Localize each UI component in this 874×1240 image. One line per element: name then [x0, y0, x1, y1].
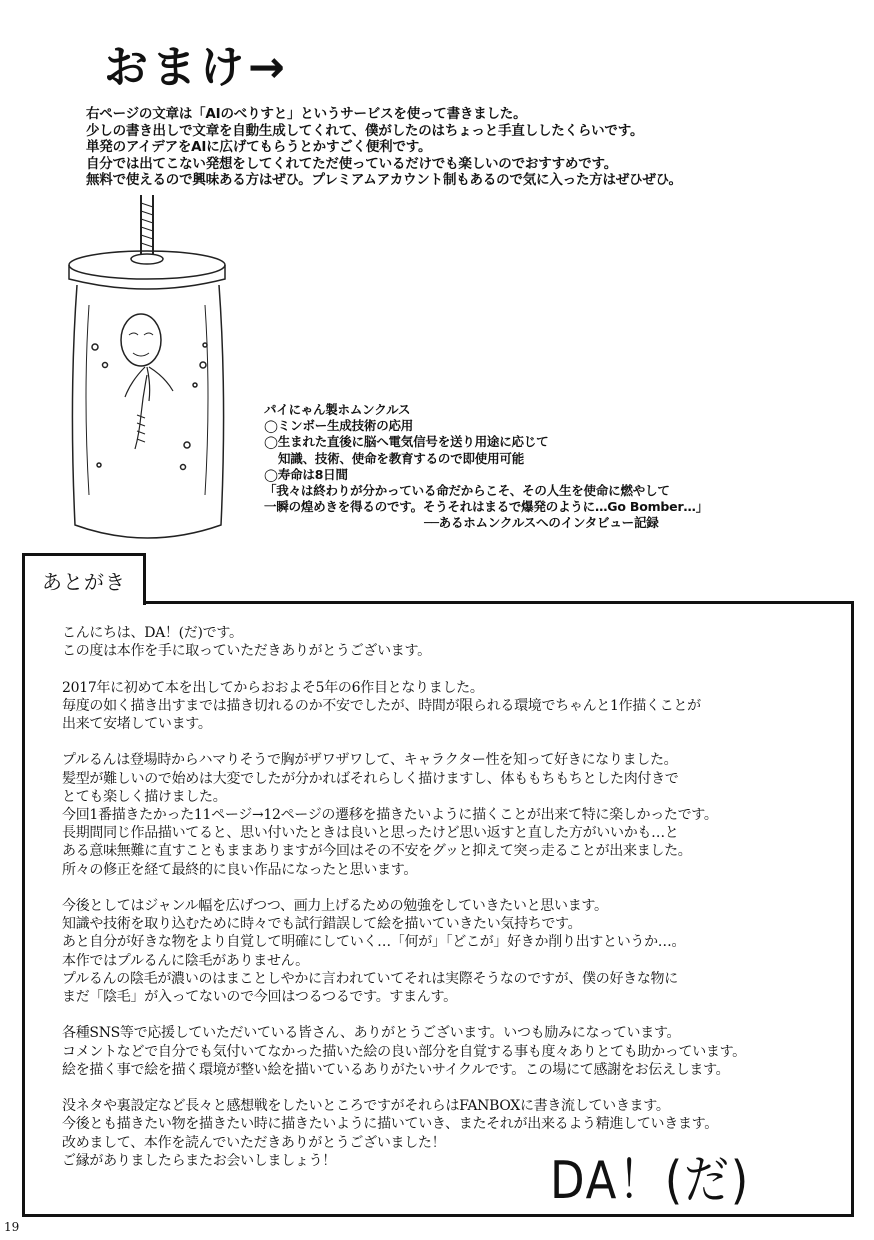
afterword-line: 出来て安堵しています。: [62, 716, 212, 732]
page-number: 19: [4, 1220, 20, 1234]
afterword-line: 絵を描く事で絵を描く環境が整い絵を描いているありがたいサイクルです。この場にて感謝をお伝えします。: [62, 1061, 730, 1078]
signature-text: DA！(だ): [550, 1151, 750, 1211]
caption-item-continued: 知識、技術、使命を教育するので即使用可能: [278, 450, 525, 466]
intro-line: 単発のアイデアをAIに広げてもらうとかすごく便利です。: [86, 139, 432, 155]
afterword-body: [62, 624, 842, 1188]
afterword-paragraph: [62, 679, 842, 734]
afterword-paragraph: [62, 1024, 842, 1079]
afterword-line: 知識や技術を取り込むために時々でも試行錯誤して絵を描いていきたい気持ちです。: [62, 916, 582, 933]
intro-line: 自分では出てこない発想をしてくれてただ使っているだけでも楽しいのでおすすめです。: [86, 155, 618, 172]
caption-title: パイにゃん製ホムンクルス: [264, 402, 411, 417]
afterword-line: 長期間同じ作品描いてると、思い付いたときは良いと思ったけど思い返すと直した方がいいかも…と: [62, 825, 679, 842]
afterword-line: プルるんは登場時からハマりそうで胸がザワザワして、キャラクター性を知って好きになりました。: [62, 752, 678, 769]
intro-text: [86, 106, 846, 189]
afterword-line: とても楽しく描けました。: [62, 788, 227, 805]
afterword-line: 髪型が難しいので始めは大変でしたが分かればそれらしく描けますし、体ももちもちとした肉付きで: [62, 770, 679, 787]
intro-line: 少しの書き出しで文章を自動生成してくれて、僕がしたのはちょっと手直ししたくらいです。: [86, 122, 644, 139]
afterword-line: こんにちは、DA！(だ)です。: [62, 625, 243, 641]
afterword-line: 毎度の如く描き出すまでは描き切れるのか不安でしたが、時間が限られる環境でちゃんと1作描くことが: [62, 697, 701, 714]
author-signature: [548, 1140, 758, 1210]
afterword-paragraph: [62, 624, 842, 660]
afterword-tab: あとがき: [22, 553, 146, 605]
afterword-line: 所々の修正を経て最終的に良い作品になったと思います。: [62, 861, 418, 878]
afterword-line: 2017年に初めて本を出してからおおよそ5年の6作目となりました。: [62, 679, 484, 696]
afterword-line: 没ネタや裏設定など長々と感想戦をしたいところですがそれらはFANBOXに書き流していきます。: [62, 1098, 670, 1115]
afterword-line: コメントなどで自分でも気付いてなかった描いた絵の良い部分を自覚する事も度々ありとても助かっています。: [62, 1043, 746, 1060]
caption-quote: 「我々は終わりが分かっている命だからこそ、その人生を使命に燃やして: [264, 483, 670, 499]
omake-title: おまけ→: [104, 42, 289, 93]
afterword-line: まだ「陰毛」が入ってないので今回はつるつるです。すまんす。: [62, 989, 457, 1006]
afterword-line: 今後とも描きたい物を描きたい時に描きたいように描いていき、またそれが出来るよう精進していきます。: [62, 1116, 718, 1133]
afterword-line: ご縁がありましたらまたお会いしましょう！: [62, 1152, 336, 1169]
intro-line: 無料で使えるので興味ある方はぜひ。プレミアムアカウント制もあるので気に入った方はぜひぜひ。: [86, 172, 682, 188]
afterword-line: 各種SNS等で応援していただいている皆さん、ありがとうございます。いつも励みになっています。: [62, 1025, 681, 1042]
afterword-line: 今後としてはジャンル幅を広げつつ、画力上げるための勉強をしていきたいと思います。: [62, 898, 608, 914]
afterword-paragraph: [62, 897, 842, 1006]
omake-hand-lettering: [100, 30, 320, 100]
caption-item: ◯寿命は8日間: [264, 466, 348, 482]
afterword-line: あと自分が好きな物をより自覚して明確にしていく…「何が」「どこが」好きか削り出すというか…。: [62, 934, 686, 951]
afterword-line: 改めまして、本作を読んでいただきありがとうございました！: [62, 1134, 446, 1151]
intro-line: 右ページの文章は「AIのべりすと」というサービスを使って書きました。: [86, 106, 527, 122]
afterword-paragraph: [62, 751, 842, 878]
caption-item: ◯生まれた直後に脳へ電気信号を送り用途に応じて: [264, 434, 549, 450]
afterword-line: プルるんの陰毛が濃いのはまことしやかに言われていてそれは実際そうなのですが、僕の好きな物に: [62, 970, 678, 987]
afterword-line: ある意味無難に直すこともままありますが今回はその不安をグッと抑えて突っ走ることが出来ました。: [62, 843, 692, 860]
afterword-line: 今回1番描きたかった11ページ→12ページの遷移を描きたいように描くことが出来て特に楽しかったです。: [62, 807, 718, 823]
caption-credit: ──あるホムンクルスへのインタビュー記録: [424, 515, 659, 531]
homunculus-jar-illustration: [55, 195, 255, 565]
caption-item: ◯ミンボー生成技術の応用: [264, 418, 414, 434]
homunculus-caption: [264, 402, 784, 532]
caption-quote: 一瞬の煌めきを得るのです。そうそれはまるで爆発のように…Go Bomber…」: [264, 499, 709, 515]
afterword-line: 本作ではプルるんに陰毛がありません。: [62, 952, 309, 969]
afterword-line: この度は本作を手に取っていただきありがとうございます。: [62, 643, 431, 660]
